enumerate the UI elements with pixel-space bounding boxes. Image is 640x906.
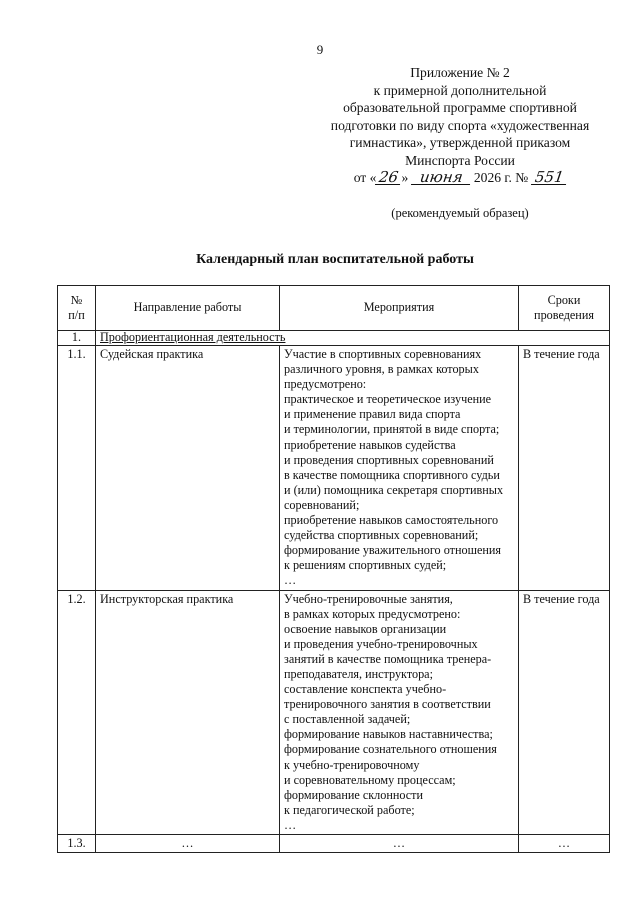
row-direction: Судейская практика — [96, 346, 280, 591]
order-day-handwritten: 26 — [375, 170, 402, 185]
order-date-line — [300, 169, 620, 187]
section-row — [58, 331, 610, 346]
table-header-row — [58, 286, 610, 331]
header-direction: Направление работы — [96, 286, 280, 331]
order-month-handwritten: июня — [411, 170, 472, 185]
appendix-line: подготовки по виду спорта «художественная — [330, 117, 590, 133]
row-events: Учебно-тренировочные занятия, в рамках которых предусмотрено: освоение навыков организации и проведения учебно-тренировочных занятий в качестве помощника тренера- преподавателя, инструктора; составление конспекта учебно- тренировочного занятия в соответствии с поставленной задачей; формирование навыков наставничества; формирование сознательного отношения к учебно-тренировочному и соревновательному процессам; формирование склонности к педагогической работе; … — [280, 590, 519, 835]
section-number: 1. — [58, 331, 96, 346]
appendix-header — [300, 64, 620, 187]
page-number: 9 — [316, 42, 324, 57]
header-events: Мероприятия — [280, 286, 519, 331]
calendar-plan-table — [57, 285, 610, 853]
row-number: 1.2. — [58, 590, 96, 835]
row-term: В течение года — [519, 590, 610, 835]
table-row — [58, 346, 610, 591]
row-direction: … — [96, 835, 280, 853]
appendix-line: к примерной дополнительной — [373, 82, 547, 98]
appendix-line: гимнастика», утвержденной приказом — [349, 135, 571, 150]
order-prefix: от « — [353, 170, 377, 185]
appendix-line: Минспорта России — [405, 152, 515, 168]
header-term: Сроки проведения — [519, 286, 610, 331]
section-title: Профориентационная деятельность — [96, 331, 610, 346]
row-direction: Инструкторская практика — [96, 590, 280, 835]
header-number: № п/п — [58, 286, 96, 331]
order-year: 2026 г. № — [473, 170, 529, 185]
appendix-line: образовательной программе спортивной — [343, 100, 577, 115]
row-number: 1.3. — [58, 835, 96, 853]
table-row — [58, 835, 610, 853]
order-number-handwritten: 551 — [531, 170, 568, 185]
document-title: Календарный план воспитательной работы — [196, 252, 474, 267]
table-row — [58, 590, 610, 835]
row-events: Участие в спортивных соревнованиях различного уровня, в рамках которых предусмотрено: практическое и теоретическое изучение и применение правил вида спорта и терминологии, принятой в виде спорта; приобретение навыков судейства и проведения спортивных соревнований в качестве помощника спортивного судьи и (или) помощника секретаря спортивных соревнований; приобретение навыков самостоятельного судейства спортивных соревнований; формирование уважительного отношения к решениям спортивных судей; … — [280, 346, 519, 591]
row-term: … — [519, 835, 610, 853]
recommended-sample-note: (рекомендуемый образец) — [391, 206, 529, 220]
appendix-line: Приложение № 2 — [410, 65, 510, 80]
row-events: … — [280, 835, 519, 853]
order-mid: » — [401, 170, 409, 185]
row-term: В течение года — [519, 346, 610, 591]
row-number: 1.1. — [58, 346, 96, 591]
